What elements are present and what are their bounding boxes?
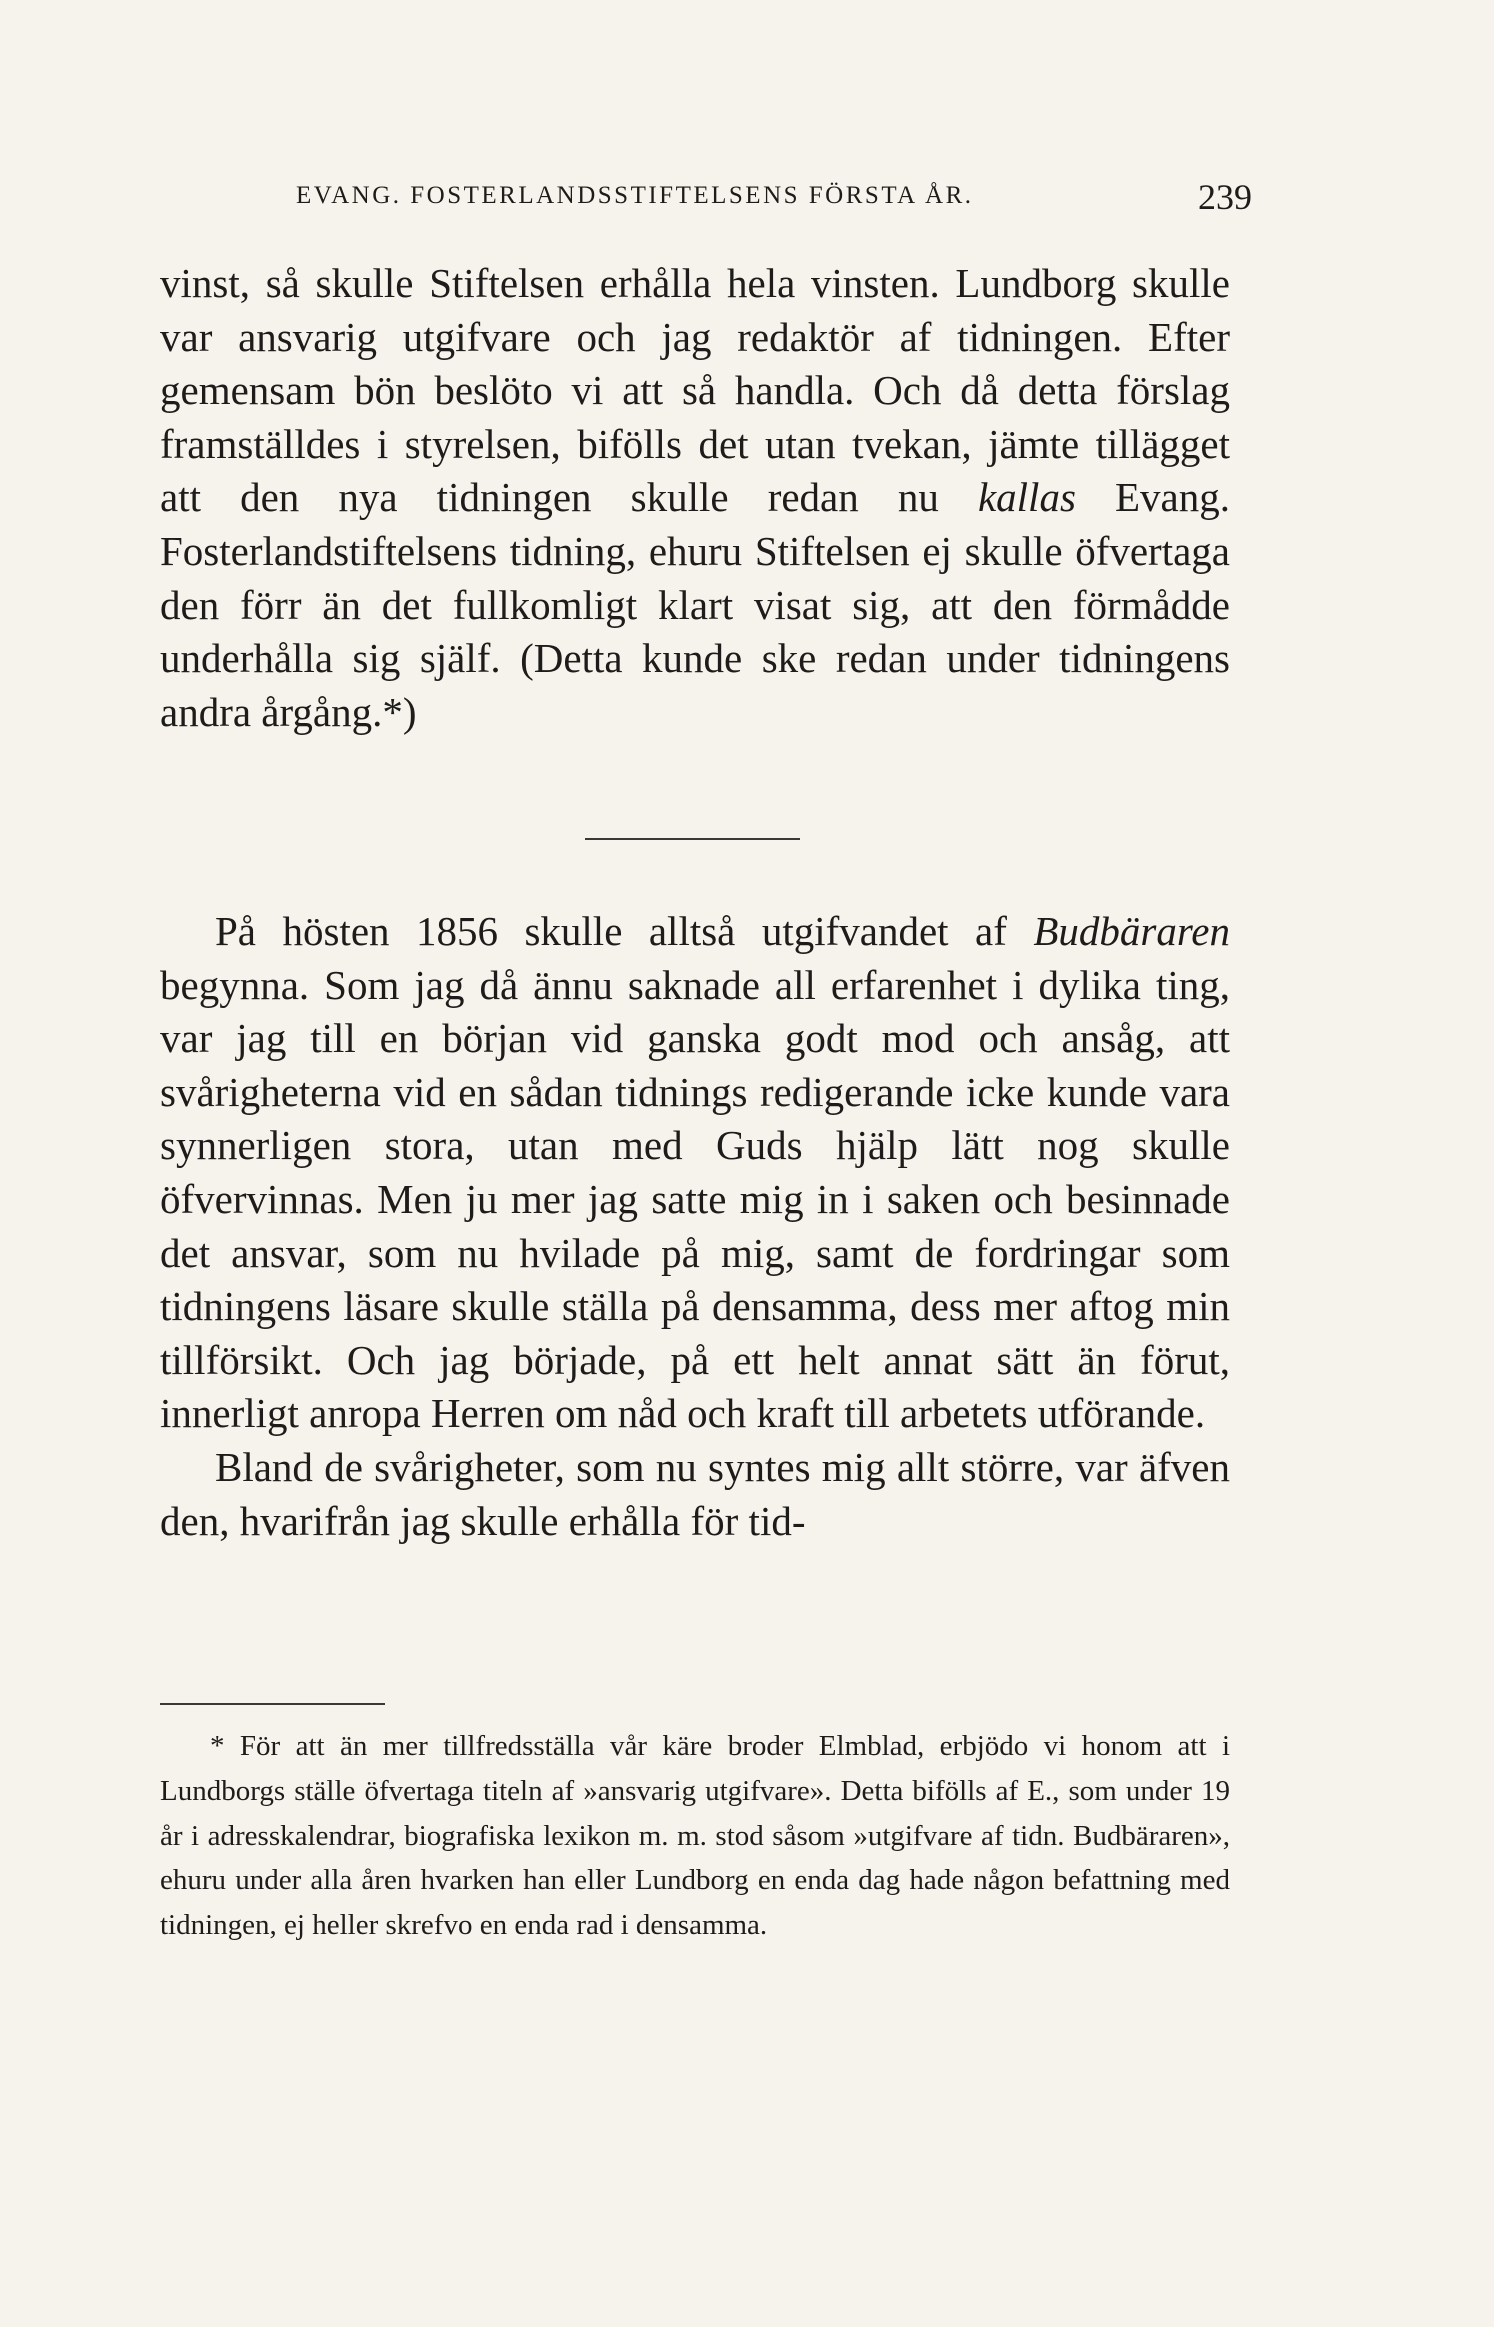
paragraph-2-text: På hösten 1856 skulle alltså utgifvandet af: [215, 908, 1034, 954]
footnote-rule: [160, 1703, 385, 1705]
footnote: * För att än mer tillfredsställa vår käre broder Elmblad, erbjödo vi honom att i Lundborgs ställe öfvertaga titeln af »ansvarig utgifvare». Detta bifölls af E., som under 19 år i adresskalendrar, biografiska lexikon m. m. stod såsom »utgifvare af tidn. Budbäraren», ehuru under alla åren hvarken han eller Lundborg en enda dag hade någon befattning med tidningen, ej heller skrefvo en enda rad i densamma.: [160, 1730, 1230, 1942]
paragraph-2-emphasis: Budbäraren: [1033, 908, 1230, 954]
paragraph-1: [160, 257, 1230, 739]
page-number: 239: [1198, 177, 1252, 217]
paragraph-1-emphasis: kallas: [977, 474, 1076, 521]
paragraph-1-text: vinst, så skulle Stiftelsen erhålla hela vinsten. Lundborg skulle var ansvarig utgifvare och jag redaktör af tidningen. Efter gemensam bön beslöto vi att så handla. Och då detta förslag framställdes i styrelsen, bifölls det utan tvekan, jämte tillägget att den nya tidningen skulle redan nu: [160, 260, 1230, 521]
paragraph-1-text-after: Evang. Fosterlandstiftelsens tidning, ehuru Stiftelsen ej skulle öfvertaga den förr än det fullkomligt klart visat sig, att den förmådde underhålla sig själf. (Detta kunde ske redan under tidningens andra årgång.*): [160, 474, 1231, 735]
paragraph-2: [160, 905, 1230, 1441]
paragraph-3: Bland de svårigheter, som nu syntes mig allt större, var äfven den, hvarifrån jag skulle erhålla för tid-: [160, 1443, 1230, 1544]
running-title: EVANG. FOSTERLANDSSTIFTELSENS FÖRSTA ÅR.: [296, 182, 974, 209]
paragraph-2-text-after: begynna. Som jag då ännu saknade all erfarenhet i dylika ting, var jag till en början vid ganska godt mod och ansåg, att svårigheterna vid en sådan tidnings redigerande icke kunde vara synnerligen stora, utan med Guds hjälp lätt nog skulle öfvervinnas. Men ju mer jag satte mig in i saken och besinnade det ansvar, som nu hvilade på mig, samt de fordringar som tidningens läsare skulle ställa på densamma, dess mer aftog min tillförsikt. Och jag började, på ett helt annat sätt än förut, innerligt anropa Herren om nåd och kraft till arbetets utförande.: [160, 961, 1230, 1437]
page-header: [292, 176, 1252, 226]
section-separator: [585, 838, 800, 840]
main-section: [160, 905, 1230, 1548]
